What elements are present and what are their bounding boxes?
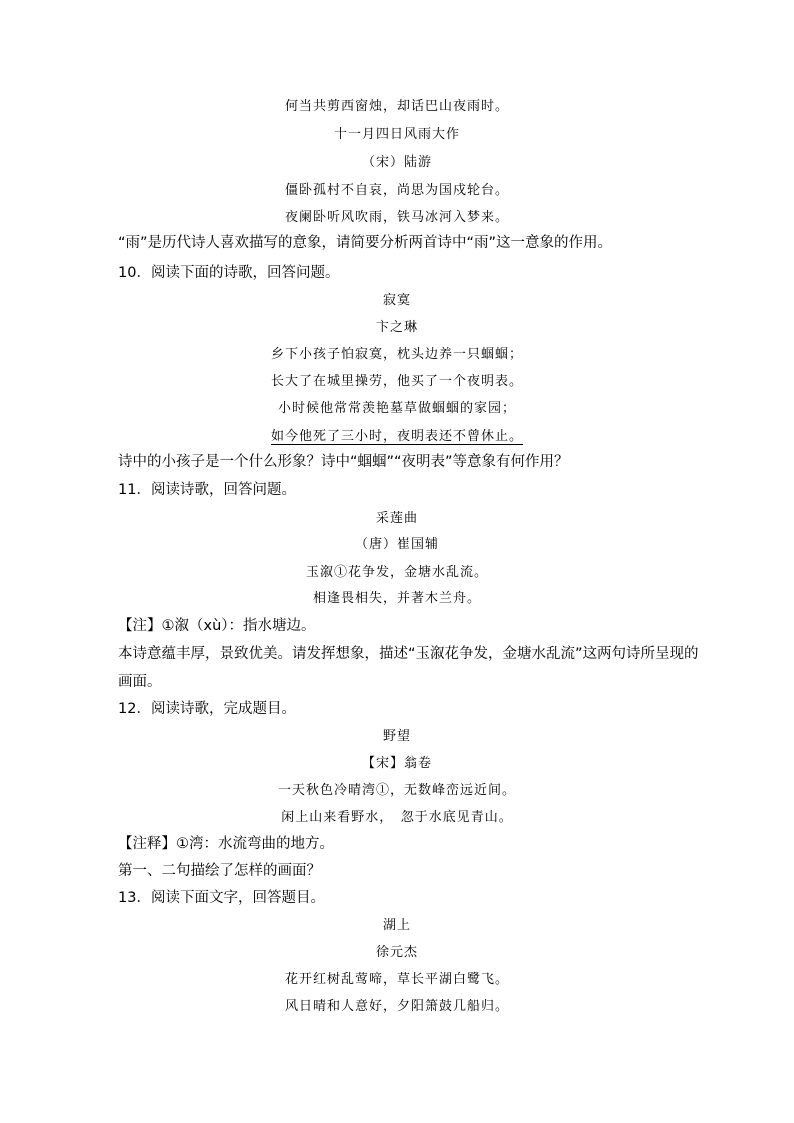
poem-author: 卞之琳 — [375, 320, 418, 335]
poem-title: 采莲曲 — [375, 511, 418, 526]
poem-line: 闲上山来看野水， 忽于水底见青山。 — [281, 810, 513, 825]
poem-line: 小时候他常常羡艳墓草做蝈蝈的家园； — [277, 401, 516, 416]
poem-author: 【宋】翁卷 — [361, 756, 432, 771]
poem-line: 玉溆①花争发，金塘水乱流。 — [305, 565, 488, 580]
poem-author: 徐元杰 — [375, 945, 418, 960]
question-heading: 10．阅读下面的诗歌，回答问题。 — [118, 265, 340, 281]
poem-line: 僵卧孤村不自哀，尚思为国戍轮台。 — [284, 183, 509, 198]
question-heading: 13．阅读下面文字，回答题目。 — [118, 890, 325, 906]
question-text: 画面。 — [118, 674, 162, 690]
question-text: 第一、二句描绘了怎样的画面？ — [118, 863, 321, 879]
poem-line: 风日晴和人意好，夕阳箫鼓几船归。 — [284, 999, 509, 1014]
poem-line: 夜阑卧听风吹雨，铁马冰河入梦来。 — [284, 210, 509, 225]
question-text: 诗中的小孩子是一个什么形象？诗中“蝈蝈”“夜明表”等意象有何作用？ — [118, 454, 569, 470]
poem-title: 寂寞 — [382, 293, 411, 308]
poem-line: 花开红树乱莺啼，草长平湖白鹭飞。 — [284, 972, 509, 987]
annotation: 【注释】①湾：水流弯曲的地方。 — [118, 836, 334, 852]
question-text: 本诗意蕴丰厚，景致优美。请发挥想象，描述“玉溆花争发，金塘水乱流”这两句诗所呈现的 — [118, 646, 699, 662]
question-heading: 12．阅读诗歌，完成题目。 — [118, 701, 296, 717]
poem-author: （宋）陆游 — [361, 155, 432, 170]
poem-line-underlined: 如今他死了三小时，夜明表还不曾休止。 — [270, 429, 523, 444]
poem-line: 长大了在城里操劳，他买了一个夜明表。 — [270, 374, 523, 389]
annotation: 【注】①溆（xù）：指水塘边。 — [118, 618, 316, 634]
poem-title: 野望 — [382, 729, 411, 744]
poem-author: （唐）崔国辅 — [354, 537, 439, 552]
poem-title: 十一月四日风雨大作 — [333, 127, 460, 142]
poem-line: 乡下小孩子怕寂寞，枕头边养一只蝈蝈； — [270, 347, 523, 362]
poem-line: 何当共剪西窗烛，却话巴山夜雨时。 — [284, 99, 509, 114]
poem-title: 湖上 — [382, 918, 411, 933]
question-text: “雨”是历代诗人喜欢描写的意象，请简要分析两首诗中“雨”这一意象的作用。 — [118, 235, 613, 251]
poem-line: 一天秋色冷晴湾①，无数峰峦远近间。 — [277, 783, 516, 798]
question-heading: 11．阅读诗歌，回答问题。 — [118, 482, 296, 498]
poem-line: 相逢畏相失，并著木兰舟。 — [312, 591, 481, 606]
